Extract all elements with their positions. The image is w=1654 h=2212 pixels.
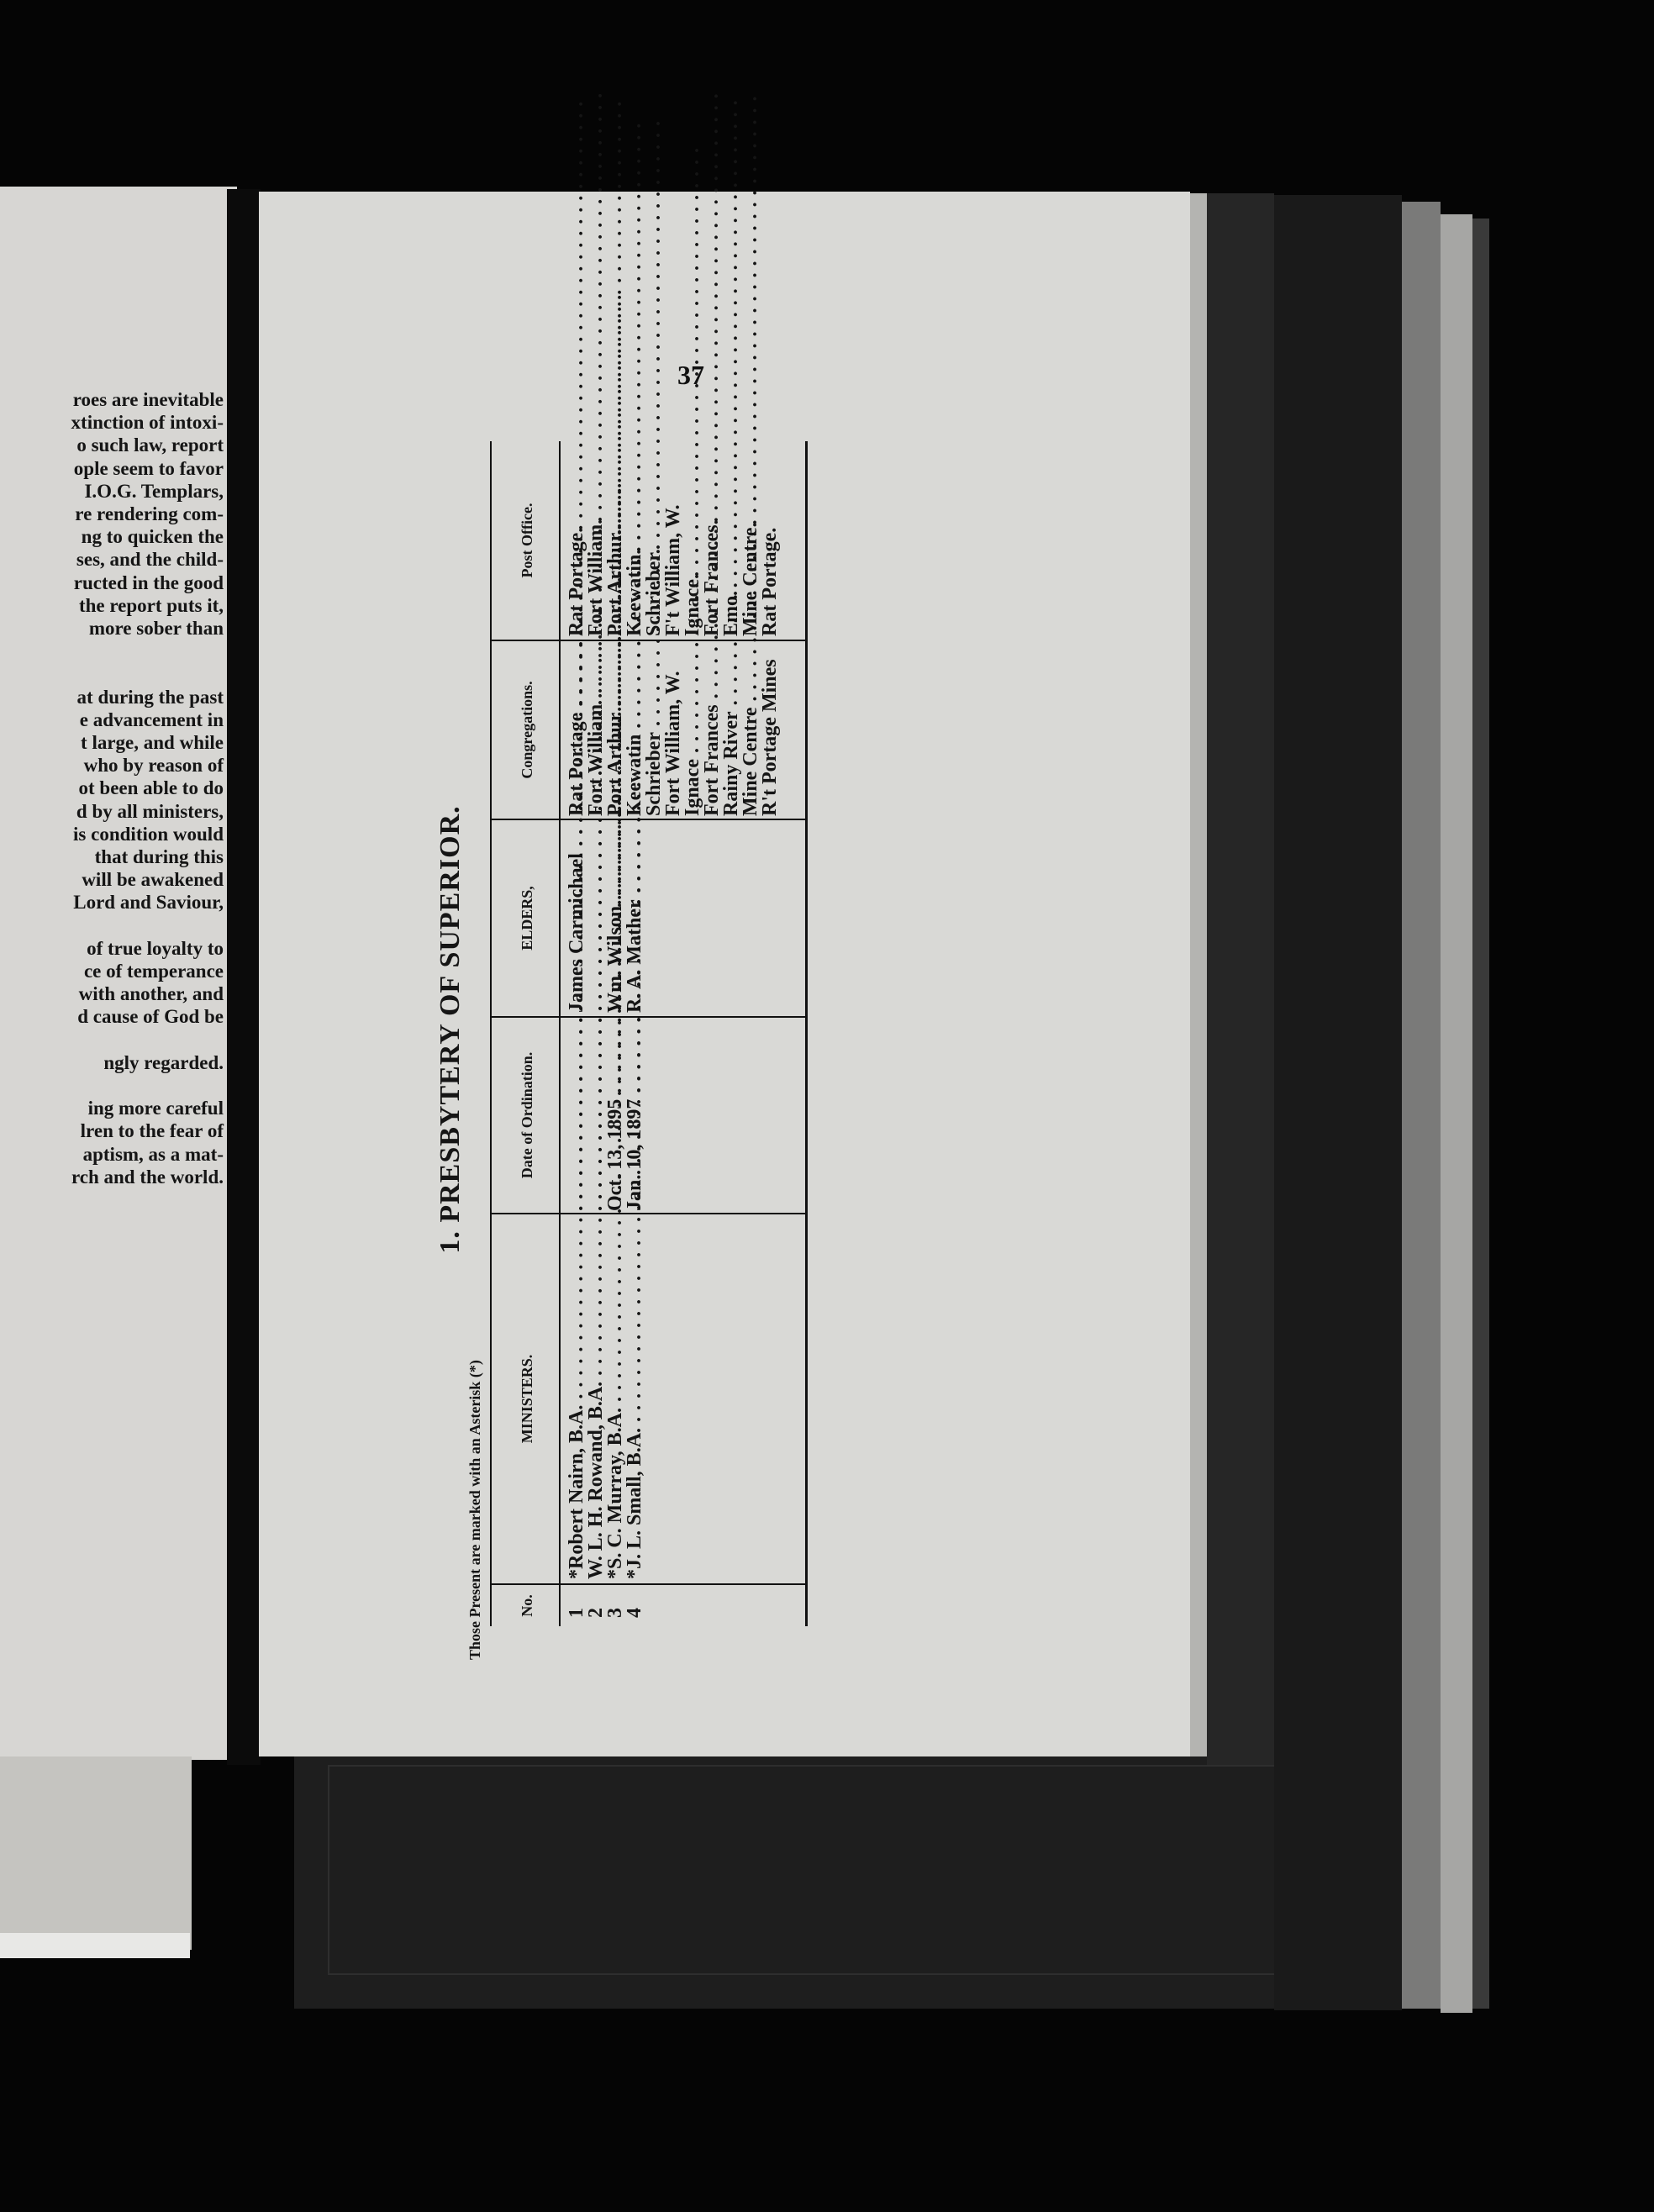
elder-name: Wm. Wilson . . .	[606, 821, 625, 1013]
page-edges-light	[1441, 214, 1472, 2013]
table-rule-top	[490, 441, 492, 1626]
congregation: Port Arthur . . .	[606, 643, 625, 816]
left-page-text-line: ce of temperance	[83, 961, 224, 982]
minister-name: *S. C. Murray, B.A. . . .	[606, 1216, 625, 1579]
left-page-text-line: ople seem to favor	[73, 457, 224, 479]
congregation: Keewatin . . .	[625, 643, 645, 816]
left-page-text-line: roes are inevitable	[72, 389, 224, 410]
left-page-text-line: more sober than	[88, 618, 224, 639]
congregation: Rat Portage . . .	[567, 643, 587, 816]
header-elders: ELDERS,	[518, 886, 535, 951]
congregation: Ignace . . .	[683, 643, 703, 816]
left-page-text-line: the report puts it,	[78, 594, 224, 616]
left-page-text-line: that during this	[94, 846, 224, 867]
ordination-date: Jan. 10, 1897 . . .	[625, 1019, 645, 1211]
post-office: Rat Portage.	[566, 527, 587, 636]
congregation: Rainy River . . .	[722, 643, 741, 816]
page-number: 37	[677, 360, 704, 390]
left-page	[0, 187, 237, 1760]
left-page-text-line: e advancement in	[79, 708, 224, 730]
ordination-date	[567, 1019, 587, 1211]
post-office: Fort William.	[585, 519, 607, 636]
left-page-lower-edge	[0, 1756, 192, 1950]
left-page-text-line: aptism, as a mat-	[82, 1143, 224, 1165]
header-post-office: Post Office.	[518, 503, 535, 578]
left-page-text-line: who by reason of	[83, 755, 224, 777]
left-page-text-line: ing more careful	[87, 1098, 224, 1119]
book-gutter	[227, 189, 261, 1765]
left-page-text-line: d cause of God be	[77, 1006, 224, 1028]
minister-name: *J. L. Small, B.A. . . .	[625, 1216, 645, 1579]
elder-name: James Carmichael	[566, 853, 587, 1013]
table-rule-header	[559, 441, 561, 1626]
left-page-text-line: xtinction of intoxi-	[71, 412, 224, 434]
left-page-text-line: lren to the fear of	[80, 1120, 224, 1142]
presbytery-table-block	[435, 399, 895, 1660]
header-congregations: Congregations.	[518, 681, 535, 779]
left-page-text-line: I.O.G. Templars,	[84, 480, 224, 502]
left-page-text-line: ses, and the child-	[76, 549, 224, 571]
minister-no: 2	[585, 1608, 607, 1618]
minister-name: W. L. H. Rowand, B.A. . . .	[587, 1216, 606, 1579]
cover-frame-line	[328, 1765, 1395, 1975]
left-page-text-line: ngly regarded.	[103, 1051, 224, 1073]
post-office: Schrieber.	[643, 549, 665, 636]
congregation: Fort Frances . . .	[703, 643, 722, 816]
congregation: Schrieber . . .	[645, 643, 664, 816]
left-page-text-line: ot been able to do	[78, 777, 224, 799]
post-office: Keewatin.	[624, 549, 645, 636]
header-date-of-ordination: Date of Ordination.	[518, 1051, 535, 1179]
page-edges-dark	[1472, 219, 1489, 2009]
page-edges-stack	[1402, 202, 1441, 2009]
congregation: R't Portage Mines	[759, 659, 781, 816]
congregation: Fort William, W.	[662, 671, 684, 816]
congregation: Fort William . . .	[587, 643, 606, 816]
post-office: F't William, W.	[662, 504, 684, 636]
minister-no: 1	[566, 1608, 587, 1618]
header-ministers: MINISTERS.	[518, 1354, 535, 1444]
left-page-text-line: at during the past	[76, 686, 224, 708]
table-rule-bottom	[805, 441, 808, 1626]
left-page-text-line: will be awakened	[82, 869, 224, 891]
ordination-date: Oct. 13, 1895 . . .	[606, 1019, 625, 1211]
post-office: Ignace.	[682, 574, 703, 636]
left-page-bottom-strip	[0, 1933, 190, 1958]
ordination-date	[587, 1019, 606, 1211]
minister-name: *Robert Nairn, B.A. . . .	[567, 1216, 587, 1579]
left-page-text-line: rch and the world.	[71, 1166, 224, 1188]
presbytery-title: 1. PRESBYTERY OF SUPERIOR.	[435, 805, 466, 1254]
post-office: Emo.	[720, 591, 742, 636]
left-page-text-line: t large, and while	[81, 732, 224, 753]
post-office: Rat Portage.	[759, 527, 781, 636]
left-page-text-line: o such law, report	[76, 434, 224, 456]
left-page-text-line: ng to quicken the	[81, 526, 224, 548]
left-page-text-line: Lord and Saviour,	[73, 892, 224, 914]
minister-no: 4	[624, 1608, 645, 1618]
congregation: Mine Centre . . .	[741, 643, 761, 816]
left-page-text-line: ructed in the good	[73, 571, 224, 593]
left-page-text-line: is condition would	[73, 823, 224, 845]
left-page-text-line: re rendering com-	[75, 503, 224, 524]
right-page-shadow	[1207, 193, 1274, 1765]
minister-no: 3	[604, 1608, 626, 1618]
left-page-text-line: d by all ministers,	[76, 800, 224, 822]
header-no: No.	[518, 1594, 535, 1617]
elder-name: R. A. Mather	[624, 899, 645, 1013]
post-office: Fort Frances.	[701, 519, 723, 636]
book-cover-right	[1274, 195, 1402, 2010]
post-office: Port Arthur.	[604, 529, 626, 636]
asterisk-note: Those Present are marked with an Asterisk (*)	[466, 1360, 483, 1660]
left-page-text-line: of true loyalty to	[87, 937, 224, 959]
left-page-text-line: with another, and	[78, 983, 224, 1005]
post-office: Mine Centre.	[740, 522, 761, 636]
